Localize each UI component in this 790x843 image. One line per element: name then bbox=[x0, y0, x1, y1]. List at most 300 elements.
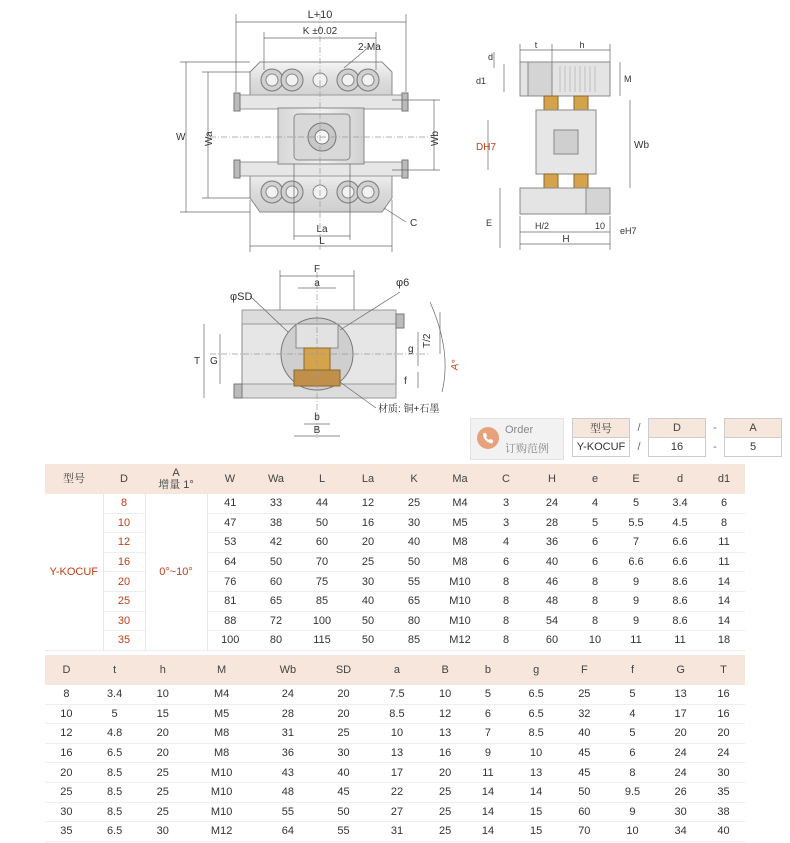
order-sep-slash: / bbox=[637, 441, 641, 453]
side-d: d bbox=[488, 52, 494, 62]
table1-header-cell: Wa bbox=[253, 464, 299, 494]
table1-cell: 46 bbox=[529, 572, 575, 592]
table1-cell: 8 bbox=[483, 591, 529, 611]
table2-cell: 25 bbox=[141, 802, 184, 822]
table2-cell: 17 bbox=[370, 763, 424, 783]
table2-cell: 6 bbox=[606, 743, 660, 763]
table2-cell: M10 bbox=[184, 802, 259, 822]
table2-cell: 20 bbox=[424, 763, 467, 783]
table2-cell: 13 bbox=[424, 724, 467, 744]
dim-w: W bbox=[176, 132, 186, 143]
table1-cell: 9 bbox=[615, 572, 657, 592]
table2-cell: 20 bbox=[141, 724, 184, 744]
table2-cell: 5 bbox=[88, 704, 142, 724]
table1-cell: M10 bbox=[437, 572, 483, 592]
order-value-model: Y-KOCUF bbox=[573, 438, 630, 457]
table1-cell: 9 bbox=[615, 611, 657, 631]
table2-cell: 8.5 bbox=[88, 763, 142, 783]
table2-cell: 48 bbox=[259, 782, 317, 802]
table2-cell: M5 bbox=[184, 704, 259, 724]
table-row bbox=[45, 782, 745, 802]
table2-cell: 25 bbox=[317, 724, 370, 744]
table1-cell: 14 bbox=[703, 611, 745, 631]
table2-cell: 8.5 bbox=[370, 704, 424, 724]
table1-header-cell: D bbox=[103, 464, 145, 494]
table1-header-cell: C bbox=[483, 464, 529, 494]
dim-k: K ±0.02 bbox=[302, 26, 338, 37]
table1-cell: 8 bbox=[575, 611, 615, 631]
table1-d-cell: 25 bbox=[103, 591, 145, 611]
table1-header-cell: d bbox=[657, 464, 703, 494]
front-f-small: f bbox=[404, 376, 407, 387]
table2-cell: 13 bbox=[370, 743, 424, 763]
table1-cell: 9 bbox=[615, 591, 657, 611]
table1-cell: 28 bbox=[529, 513, 575, 533]
table2-cell: 6.5 bbox=[509, 685, 563, 704]
dim-l-plus-10: L+10 bbox=[307, 9, 333, 21]
table2-cell: 40 bbox=[317, 763, 370, 783]
table2-cell: 25 bbox=[563, 685, 606, 704]
table1-cell: M8 bbox=[437, 552, 483, 572]
table2-cell: M10 bbox=[184, 782, 259, 802]
table2-cell: 5 bbox=[606, 724, 660, 744]
order-title-cn: 订购范例 bbox=[505, 443, 549, 455]
table1-cell: 60 bbox=[529, 631, 575, 651]
table2-cell: 11 bbox=[467, 763, 510, 783]
table-row bbox=[45, 822, 745, 842]
order-title-en: Order bbox=[505, 424, 534, 436]
table1-cell: 54 bbox=[529, 611, 575, 631]
table1-d-cell: 20 bbox=[103, 572, 145, 592]
side-wb: Wb bbox=[634, 140, 649, 151]
spec-table-1 bbox=[45, 464, 745, 651]
table1-header-cell: A 增量 1° bbox=[145, 464, 207, 494]
table2-cell: 55 bbox=[317, 822, 370, 842]
table1-cell: 3.4 bbox=[657, 494, 703, 513]
front-b-big: B bbox=[313, 425, 321, 436]
table2-cell: 31 bbox=[259, 724, 317, 744]
front-a: a bbox=[314, 278, 320, 289]
table1-cell: 36 bbox=[529, 533, 575, 553]
table2-cell: 26 bbox=[659, 782, 702, 802]
table1-cell: 6.6 bbox=[615, 552, 657, 572]
table1-d-cell: 30 bbox=[103, 611, 145, 631]
table1-cell: 14 bbox=[703, 572, 745, 592]
side-m: M bbox=[624, 74, 632, 84]
table2-cell: 10 bbox=[141, 685, 184, 704]
table2-cell: M10 bbox=[184, 763, 259, 783]
table2-cell: 70 bbox=[563, 822, 606, 842]
side-h-half: H/2 bbox=[534, 221, 550, 231]
table2-cell: 25 bbox=[424, 802, 467, 822]
table2-cell: 12 bbox=[45, 724, 88, 744]
phone-chat-icon bbox=[477, 427, 499, 449]
table2-cell: 27 bbox=[370, 802, 424, 822]
order-header-d: D bbox=[649, 419, 706, 438]
top-view-drawing bbox=[170, 0, 460, 255]
table2-cell: 14 bbox=[467, 822, 510, 842]
table2-cell: 20 bbox=[141, 743, 184, 763]
table2-cell: 9 bbox=[467, 743, 510, 763]
order-value-a: 5 bbox=[725, 438, 782, 457]
table1-cell: 81 bbox=[207, 591, 253, 611]
table2-cell: 6.5 bbox=[509, 704, 563, 724]
table1-cell: 4.5 bbox=[657, 513, 703, 533]
order-sep-slash: / bbox=[637, 422, 641, 434]
table2-cell: 14 bbox=[467, 802, 510, 822]
table1-cell: 3 bbox=[483, 494, 529, 513]
front-g-big: G bbox=[210, 356, 218, 367]
table2-cell: 8 bbox=[606, 763, 660, 783]
table2-cell: 28 bbox=[259, 704, 317, 724]
table1-cell: 8 bbox=[483, 611, 529, 631]
table2-cell: 40 bbox=[702, 822, 745, 842]
table2-cell: 15 bbox=[509, 822, 563, 842]
table2-cell: 30 bbox=[45, 802, 88, 822]
table2-cell: 60 bbox=[563, 802, 606, 822]
side-ten: 10 bbox=[594, 221, 606, 231]
table2-header-cell: h bbox=[141, 655, 184, 685]
table2-cell: 40 bbox=[563, 724, 606, 744]
table1-cell: M8 bbox=[437, 533, 483, 553]
table1-header-row bbox=[45, 464, 745, 494]
table-row bbox=[45, 685, 745, 704]
order-sep-dash: - bbox=[713, 441, 717, 453]
table1-cell: 41 bbox=[207, 494, 253, 513]
table1-header-cell: d1 bbox=[703, 464, 745, 494]
table-row bbox=[45, 763, 745, 783]
front-t-half: T/2 bbox=[422, 333, 433, 348]
table1-cell: 6 bbox=[575, 533, 615, 553]
table2-cell: 43 bbox=[259, 763, 317, 783]
table1-cell: 4 bbox=[483, 533, 529, 553]
table2-cell: 25 bbox=[45, 782, 88, 802]
front-g-small: g bbox=[408, 344, 414, 355]
table2-cell: 30 bbox=[317, 743, 370, 763]
table1-header-cell: H bbox=[529, 464, 575, 494]
table2-cell: 9 bbox=[606, 802, 660, 822]
table2-cell: 16 bbox=[702, 685, 745, 704]
table1-cell: 12 bbox=[345, 494, 391, 513]
table1-cell: 20 bbox=[345, 533, 391, 553]
table2-cell: M8 bbox=[184, 743, 259, 763]
table1-d-cell: 8 bbox=[103, 494, 145, 513]
order-example-box bbox=[470, 418, 564, 460]
table1-cell: 5 bbox=[615, 494, 657, 513]
table2-cell: 20 bbox=[317, 704, 370, 724]
table2-header-cell: F bbox=[563, 655, 606, 685]
table2-cell: M8 bbox=[184, 724, 259, 744]
table2-cell: 64 bbox=[259, 822, 317, 842]
table1-cell: 8 bbox=[483, 631, 529, 651]
table2-cell: 45 bbox=[317, 782, 370, 802]
table2-cell: 35 bbox=[702, 782, 745, 802]
table1-d-cell: 12 bbox=[103, 533, 145, 553]
order-header-a: A bbox=[725, 419, 782, 438]
table1-cell: M12 bbox=[437, 631, 483, 651]
table1-cell: 6 bbox=[703, 494, 745, 513]
table2-header-cell: g bbox=[509, 655, 563, 685]
table2-cell: 38 bbox=[702, 802, 745, 822]
table1-cell: 10 bbox=[575, 631, 615, 651]
table1-cell: 44 bbox=[299, 494, 345, 513]
table1-cell: 72 bbox=[253, 611, 299, 631]
table2-cell: 22 bbox=[370, 782, 424, 802]
front-phi-6: φ6 bbox=[396, 277, 410, 289]
table1-cell: 8 bbox=[703, 513, 745, 533]
table1-header-cell: E bbox=[615, 464, 657, 494]
side-dh7: DH7 bbox=[476, 142, 497, 153]
table2-cell: 10 bbox=[509, 743, 563, 763]
table2-cell: 25 bbox=[141, 763, 184, 783]
table1-cell: 53 bbox=[207, 533, 253, 553]
table1-cell: 33 bbox=[253, 494, 299, 513]
table1-cell: M5 bbox=[437, 513, 483, 533]
table1-cell: 16 bbox=[345, 513, 391, 533]
table2-header-cell: D bbox=[45, 655, 88, 685]
table-row bbox=[45, 743, 745, 763]
table1-cell: 60 bbox=[253, 572, 299, 592]
table2-cell: 16 bbox=[45, 743, 88, 763]
table1-cell: 50 bbox=[299, 513, 345, 533]
side-view-drawing bbox=[470, 38, 660, 253]
order-sep-dash: - bbox=[713, 422, 717, 434]
table1-cell: 75 bbox=[299, 572, 345, 592]
table2-header-cell: G bbox=[659, 655, 702, 685]
table1-cell: 50 bbox=[345, 611, 391, 631]
table1-header-cell: W bbox=[207, 464, 253, 494]
table1-cell: 30 bbox=[391, 513, 437, 533]
table1-cell: 8 bbox=[483, 572, 529, 592]
table2-cell: 13 bbox=[659, 685, 702, 704]
side-d1: d1 bbox=[476, 76, 487, 86]
table-row bbox=[45, 724, 745, 744]
table2-cell: 10 bbox=[370, 724, 424, 744]
table1-cell: 60 bbox=[299, 533, 345, 553]
table1-cell: 8 bbox=[575, 572, 615, 592]
table2-cell: 5 bbox=[467, 685, 510, 704]
table2-cell: 45 bbox=[563, 743, 606, 763]
front-f: F bbox=[313, 264, 321, 275]
table2-header-cell: t bbox=[88, 655, 142, 685]
table-row bbox=[45, 494, 745, 513]
table-row bbox=[45, 704, 745, 724]
table1-cell: 14 bbox=[703, 591, 745, 611]
dim-la: La bbox=[316, 224, 328, 235]
table1-d-cell: 35 bbox=[103, 631, 145, 651]
table1-cell: 11 bbox=[703, 533, 745, 553]
table1-cell: 6.6 bbox=[657, 552, 703, 572]
table2-cell: 6 bbox=[467, 704, 510, 724]
side-t: t bbox=[534, 40, 538, 50]
table2-cell: 24 bbox=[659, 743, 702, 763]
table2-cell: 16 bbox=[702, 704, 745, 724]
table1-cell: 8 bbox=[575, 591, 615, 611]
table1-d-cell: 16 bbox=[103, 552, 145, 572]
table2-cell: 14 bbox=[509, 782, 563, 802]
front-a-deg: A° bbox=[449, 358, 463, 372]
table2-header-cell: f bbox=[606, 655, 660, 685]
table1-cell: 24 bbox=[529, 494, 575, 513]
table2-cell: 3.4 bbox=[88, 685, 142, 704]
table2-cell: 50 bbox=[317, 802, 370, 822]
table1-cell: 8.6 bbox=[657, 611, 703, 631]
spec-table-2 bbox=[45, 655, 745, 842]
side-h-big: H bbox=[562, 234, 570, 245]
table2-cell: 16 bbox=[424, 743, 467, 763]
table1-cell: 11 bbox=[615, 631, 657, 651]
table1-header-cell: L bbox=[299, 464, 345, 494]
table1-cell: 25 bbox=[391, 494, 437, 513]
dim-c: C bbox=[410, 218, 418, 229]
table1-angle-cell: 0°~10° bbox=[145, 494, 207, 650]
table2-cell: 30 bbox=[702, 763, 745, 783]
table2-cell: 8 bbox=[45, 685, 88, 704]
table2-cell: 20 bbox=[317, 685, 370, 704]
table1-cell: 6 bbox=[575, 552, 615, 572]
table2-cell: 7.5 bbox=[370, 685, 424, 704]
table1-cell: 8.6 bbox=[657, 591, 703, 611]
table1-cell: 42 bbox=[253, 533, 299, 553]
table2-header-cell: T bbox=[702, 655, 745, 685]
table2-cell: 20 bbox=[702, 724, 745, 744]
table2-cell: 36 bbox=[259, 743, 317, 763]
front-material: 材质: 铜+石墨 bbox=[378, 404, 440, 415]
table2-cell: 24 bbox=[702, 743, 745, 763]
table2-cell: 7 bbox=[467, 724, 510, 744]
table1-cell: 40 bbox=[345, 591, 391, 611]
table1-cell: 80 bbox=[391, 611, 437, 631]
dim-2ma: 2-Ma bbox=[358, 42, 381, 53]
table2-cell: 25 bbox=[141, 782, 184, 802]
table2-cell: 17 bbox=[659, 704, 702, 724]
order-header-model: 型号 bbox=[573, 419, 630, 438]
table1-cell: M10 bbox=[437, 611, 483, 631]
table2-cell: 10 bbox=[606, 822, 660, 842]
table1-cell: 7 bbox=[615, 533, 657, 553]
table2-cell: 34 bbox=[659, 822, 702, 842]
table1-cell: 40 bbox=[529, 552, 575, 572]
table1-cell: M10 bbox=[437, 591, 483, 611]
table1-cell: 5.5 bbox=[615, 513, 657, 533]
table2-cell: 8.5 bbox=[88, 802, 142, 822]
table2-cell: 25 bbox=[424, 782, 467, 802]
table1-cell: 70 bbox=[299, 552, 345, 572]
table1-cell: 88 bbox=[207, 611, 253, 631]
table2-cell: 4 bbox=[606, 704, 660, 724]
order-example-table bbox=[572, 418, 782, 457]
table1-cell: 8.6 bbox=[657, 572, 703, 592]
table1-cell: 50 bbox=[253, 552, 299, 572]
table2-cell: 13 bbox=[509, 763, 563, 783]
table1-header-cell: Ma bbox=[437, 464, 483, 494]
table1-cell: 50 bbox=[391, 552, 437, 572]
table1-cell: 80 bbox=[253, 631, 299, 651]
table2-cell: 35 bbox=[45, 822, 88, 842]
table1-cell: M4 bbox=[437, 494, 483, 513]
table1-cell: 48 bbox=[529, 591, 575, 611]
side-e: E bbox=[486, 218, 493, 228]
table2-header-cell: B bbox=[424, 655, 467, 685]
table2-cell: 24 bbox=[659, 763, 702, 783]
side-eh7: eH7 bbox=[620, 226, 637, 236]
table2-cell: 9.5 bbox=[606, 782, 660, 802]
table1-cell: 25 bbox=[345, 552, 391, 572]
table2-header-cell: b bbox=[467, 655, 510, 685]
table2-cell: 30 bbox=[659, 802, 702, 822]
table2-cell: 30 bbox=[141, 822, 184, 842]
table2-cell: 25 bbox=[424, 822, 467, 842]
table1-cell: 65 bbox=[391, 591, 437, 611]
table1-cell: 115 bbox=[299, 631, 345, 651]
table2-header-row bbox=[45, 655, 745, 685]
front-b-small: b bbox=[314, 412, 320, 423]
table2-cell: 5 bbox=[606, 685, 660, 704]
table2-cell: 20 bbox=[659, 724, 702, 744]
table1-cell: 38 bbox=[253, 513, 299, 533]
table2-header-cell: SD bbox=[317, 655, 370, 685]
table1-cell: 85 bbox=[299, 591, 345, 611]
front-t: T bbox=[194, 356, 201, 367]
table1-header-cell: La bbox=[345, 464, 391, 494]
table2-cell: 15 bbox=[509, 802, 563, 822]
dim-l: L bbox=[319, 236, 325, 247]
dim-wb: Wb bbox=[430, 131, 441, 146]
table1-header-cell: K bbox=[391, 464, 437, 494]
table2-cell: 10 bbox=[424, 685, 467, 704]
table2-cell: M4 bbox=[184, 685, 259, 704]
table2-cell: 8.5 bbox=[88, 782, 142, 802]
table2-cell: 24 bbox=[259, 685, 317, 704]
table2-cell: 55 bbox=[259, 802, 317, 822]
table1-cell: 4 bbox=[575, 494, 615, 513]
table2-cell: 32 bbox=[563, 704, 606, 724]
table2-header-cell: M bbox=[184, 655, 259, 685]
table-row bbox=[45, 802, 745, 822]
table2-cell: 45 bbox=[563, 763, 606, 783]
table1-cell: 76 bbox=[207, 572, 253, 592]
table1-cell: 6 bbox=[483, 552, 529, 572]
table1-cell: 50 bbox=[345, 631, 391, 651]
table1-cell: 55 bbox=[391, 572, 437, 592]
table1-cell: 65 bbox=[253, 591, 299, 611]
table1-cell: 40 bbox=[391, 533, 437, 553]
table1-header-cell: e bbox=[575, 464, 615, 494]
table1-cell: 5 bbox=[575, 513, 615, 533]
table1-cell: 11 bbox=[657, 631, 703, 651]
table1-header-cell: 型号 bbox=[45, 464, 103, 494]
table1-d-cell: 10 bbox=[103, 513, 145, 533]
table1-cell: 11 bbox=[703, 552, 745, 572]
table2-cell: 6.5 bbox=[88, 743, 142, 763]
table1-cell: 6.6 bbox=[657, 533, 703, 553]
table2-cell: 6.5 bbox=[88, 822, 142, 842]
dim-wa: Wa bbox=[204, 131, 215, 146]
table1-cell: 100 bbox=[207, 631, 253, 651]
table1-cell: 47 bbox=[207, 513, 253, 533]
table2-cell: 20 bbox=[45, 763, 88, 783]
side-h-small: h bbox=[579, 40, 585, 50]
table2-cell: 15 bbox=[141, 704, 184, 724]
table2-cell: 10 bbox=[45, 704, 88, 724]
table1-cell: 85 bbox=[391, 631, 437, 651]
table1-cell: 30 bbox=[345, 572, 391, 592]
table1-cell: 100 bbox=[299, 611, 345, 631]
table2-cell: 50 bbox=[563, 782, 606, 802]
table2-header-cell: a bbox=[370, 655, 424, 685]
table1-cell: 18 bbox=[703, 631, 745, 651]
front-view-drawing bbox=[190, 262, 480, 440]
